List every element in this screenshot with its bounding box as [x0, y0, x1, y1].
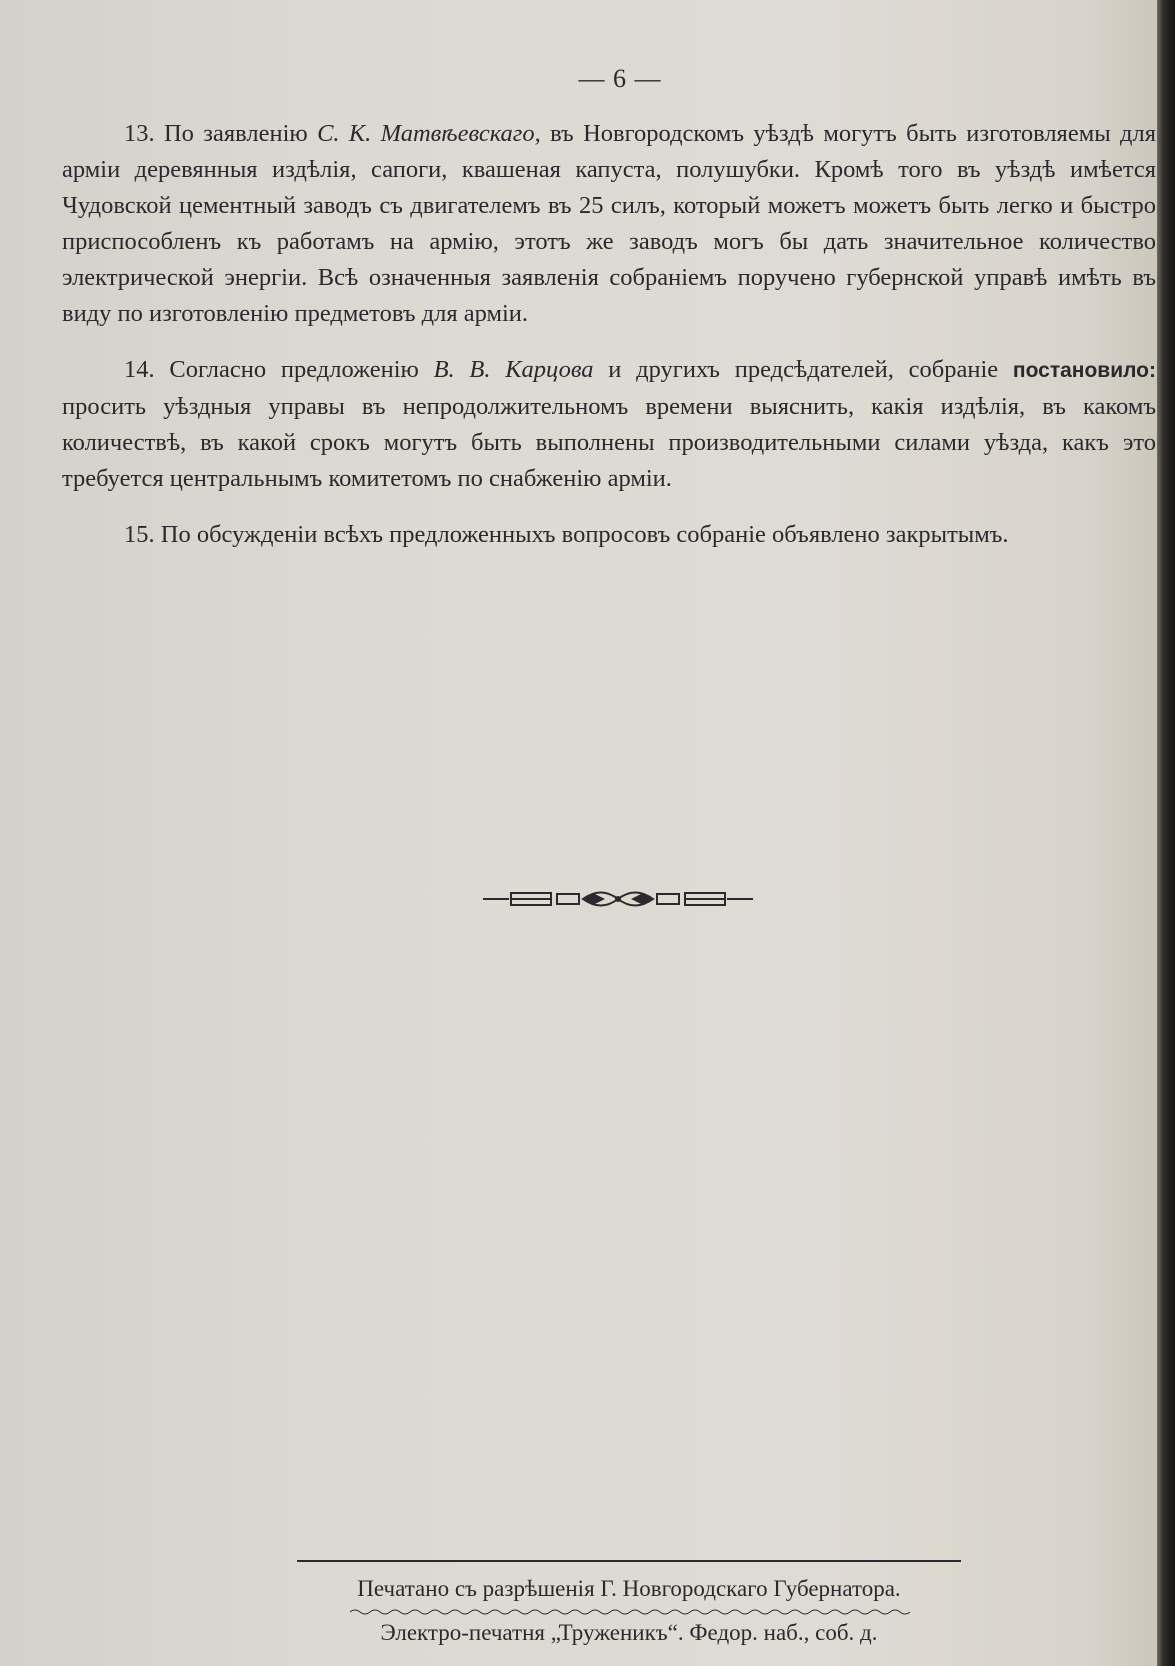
paragraph-15 [62, 517, 1156, 553]
paragraph-13 [62, 116, 1156, 332]
imprint-printer: Электро-печатня „Труженикъ“. Федор. наб., соб. д. [380, 1620, 878, 1645]
page-number: — 6 — [578, 64, 662, 93]
ornament-divider [483, 884, 753, 914]
footer-rule [297, 1560, 961, 1562]
paragraph-13-number: 13. [124, 120, 155, 147]
paragraph-14-text: просить уѣздныя управы въ непродолжительномъ времени выяснить, какія издѣлія, въ какомъ количествѣ, въ какой срокъ могутъ быть выполнены производительными силами уѣзда, какъ это требуется центральнымъ комитетомъ по снабженію арміи. [62, 393, 1156, 492]
paragraph-15-number: 15. [124, 521, 155, 548]
paragraph-13-person: С. К. Матвѣевскаго, [317, 120, 541, 147]
footer-wave-rule [350, 1608, 910, 1616]
paragraph-13-text: въ Новгородскомъ уѣздѣ могутъ быть изготовляемы для арміи деревянныя издѣлія, сапоги, квашеная капуста, полушубки. Кромѣ того въ уѣздѣ имѣется Чудовской цементный заводъ съ двигателемъ въ 25 силъ, который можетъ можетъ быть легко и быстро приспособленъ къ работамъ на армію, этотъ же заводъ могъ бы дать значительное количество электрической энергіи. Всѣ означенныя заявленія собраніемъ поручено губернской управѣ имѣть въ виду по изготовленію предметовъ для арміи. [62, 120, 1156, 327]
paragraph-14-resolution: постановило: [1012, 359, 1156, 382]
paragraph-14 [62, 352, 1156, 497]
paragraph-14-lead: Согласно предложенію [154, 356, 434, 383]
paragraph-14-number: 14. [124, 356, 155, 383]
imprint-permission: Печатано съ разрѣшенія Г. Новгородскаго Губернатора. [357, 1576, 901, 1601]
document-body [62, 116, 1156, 573]
paragraph-14-middle: и другихъ предсѣдателей, собраніе [593, 356, 1013, 383]
paragraph-15-text: По обсужденіи всѣхъ предложенныхъ вопросовъ собраніе объявлено закрытымъ. [154, 521, 1009, 548]
paragraph-13-lead: По заявленію [154, 120, 318, 147]
paragraph-14-person: В. В. Карцова [433, 356, 594, 383]
book-binding-edge [1157, 0, 1175, 1666]
